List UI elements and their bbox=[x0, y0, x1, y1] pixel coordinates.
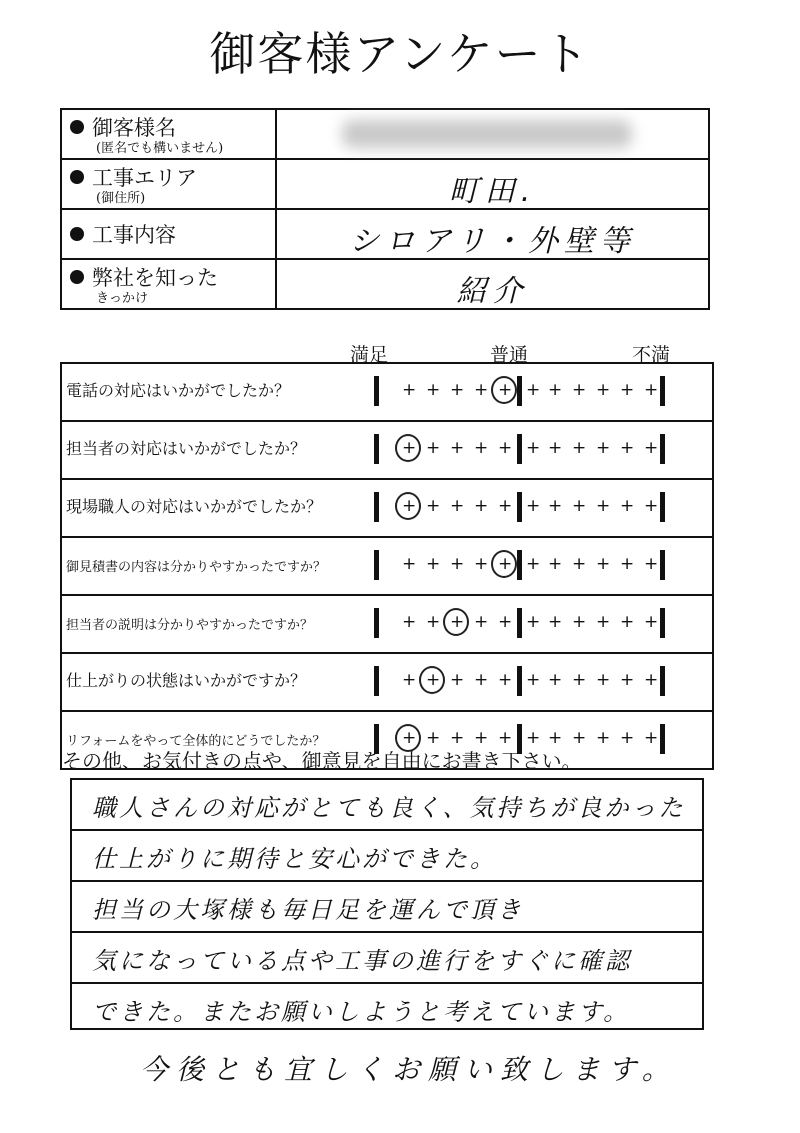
rating-row bbox=[62, 538, 712, 596]
rating-option[interactable]: + bbox=[526, 670, 541, 690]
rating-option[interactable]: + bbox=[474, 612, 489, 632]
rating-option[interactable]: + bbox=[572, 380, 587, 400]
comment-line bbox=[72, 831, 702, 882]
scale-label-neutral: 普通 bbox=[490, 344, 529, 366]
rating-option[interactable]: + bbox=[548, 612, 563, 632]
info-label: 工事内容 bbox=[92, 223, 176, 247]
rating-option[interactable]: + bbox=[426, 380, 441, 400]
rating-option[interactable]: + bbox=[402, 554, 417, 574]
info-label: 工事エリア bbox=[92, 166, 197, 190]
rating-option[interactable]: + bbox=[572, 438, 587, 458]
customer-info-table bbox=[60, 108, 710, 310]
rating-option[interactable]: + bbox=[572, 612, 587, 632]
rating-option[interactable]: + bbox=[644, 496, 659, 516]
comment-line bbox=[72, 780, 702, 831]
closing-message: 今後とも宜しくお願い致します。 bbox=[140, 1053, 678, 1086]
bullet-icon bbox=[70, 170, 84, 184]
rating-option[interactable]: + bbox=[644, 554, 659, 574]
comment-line bbox=[72, 984, 702, 1033]
rating-option[interactable]: + bbox=[620, 380, 635, 400]
rating-option[interactable]: + bbox=[402, 670, 417, 690]
comment-text: 職人さんの対応がとても良く、気持ちが良かった bbox=[92, 794, 686, 822]
scale-label-unsatisfied: 不満 bbox=[632, 344, 671, 366]
redacted-name bbox=[342, 120, 632, 148]
rating-option[interactable]: + bbox=[572, 670, 587, 690]
rating-option[interactable]: + bbox=[596, 438, 611, 458]
selected-circle-icon bbox=[443, 608, 469, 636]
rating-option[interactable]: + bbox=[402, 438, 417, 458]
rating-option[interactable]: + bbox=[572, 496, 587, 516]
rating-option[interactable]: + bbox=[450, 380, 465, 400]
comment-text: 仕上がりに期待と安心ができた。 bbox=[92, 845, 497, 873]
rating-option[interactable]: + bbox=[644, 612, 659, 632]
rating-option[interactable]: + bbox=[620, 670, 635, 690]
rating-option[interactable]: + bbox=[474, 554, 489, 574]
rating-option[interactable]: + bbox=[548, 380, 563, 400]
info-row-area bbox=[61, 159, 709, 209]
rating-option[interactable]: + bbox=[426, 496, 441, 516]
rating-row bbox=[62, 654, 712, 712]
rating-option[interactable]: + bbox=[620, 554, 635, 574]
info-row-source bbox=[61, 259, 709, 309]
scale-bar bbox=[374, 492, 379, 522]
selected-circle-icon bbox=[491, 550, 517, 578]
scale-bar bbox=[517, 492, 522, 522]
rating-option[interactable]: + bbox=[572, 728, 587, 748]
source-value: 紹介 bbox=[456, 274, 529, 309]
rating-option[interactable]: + bbox=[620, 728, 635, 748]
customer-name-field bbox=[276, 109, 709, 159]
scale-bar bbox=[660, 492, 665, 522]
rating-option[interactable]: + bbox=[450, 612, 465, 632]
rating-option[interactable]: + bbox=[548, 728, 563, 748]
comment-text: 担当の大塚様も毎日足を運んで頂き bbox=[92, 896, 524, 924]
scale-bar bbox=[660, 724, 665, 754]
scale-label-satisfied: 満足 bbox=[350, 344, 389, 366]
rating-option[interactable]: + bbox=[474, 380, 489, 400]
page-title: 御客様アンケート bbox=[209, 27, 591, 81]
rating-option[interactable]: + bbox=[450, 670, 465, 690]
rating-option[interactable]: + bbox=[474, 670, 489, 690]
rating-option[interactable]: + bbox=[548, 670, 563, 690]
rating-table bbox=[60, 362, 714, 770]
scale-bar bbox=[517, 608, 522, 638]
comment-line bbox=[72, 882, 702, 933]
rating-option[interactable]: + bbox=[620, 496, 635, 516]
rating-option[interactable]: + bbox=[526, 612, 541, 632]
rating-option[interactable]: + bbox=[644, 728, 659, 748]
scale-bar bbox=[517, 434, 522, 464]
scale-bar bbox=[660, 608, 665, 638]
rating-option[interactable]: + bbox=[474, 728, 489, 748]
rating-option[interactable]: + bbox=[526, 728, 541, 748]
rating-option[interactable]: + bbox=[498, 496, 513, 516]
info-row-work bbox=[61, 209, 709, 259]
scale-bar bbox=[374, 666, 379, 696]
rating-option[interactable]: + bbox=[526, 496, 541, 516]
rating-row bbox=[62, 596, 712, 654]
rating-option[interactable]: + bbox=[426, 438, 441, 458]
question-text: 担当者の対応はいかがでしたか？ bbox=[66, 439, 307, 458]
rating-option[interactable]: + bbox=[498, 380, 513, 400]
scale-bar bbox=[374, 434, 379, 464]
rating-option[interactable]: + bbox=[450, 554, 465, 574]
work-value: シロアリ・外壁等 bbox=[349, 224, 636, 259]
info-label: 御客様名 bbox=[92, 116, 176, 140]
area-value: 町田. bbox=[448, 174, 537, 209]
rating-option[interactable]: + bbox=[426, 554, 441, 574]
rating-row bbox=[62, 480, 712, 538]
rating-option[interactable]: + bbox=[526, 438, 541, 458]
rating-option[interactable]: + bbox=[620, 612, 635, 632]
scale-bar bbox=[374, 550, 379, 580]
question-text: 仕上がりの状態はいかがですか？ bbox=[66, 671, 307, 690]
rating-option[interactable]: + bbox=[402, 728, 417, 748]
rating-option[interactable]: + bbox=[450, 496, 465, 516]
rating-option[interactable]: + bbox=[450, 728, 465, 748]
rating-option[interactable]: + bbox=[596, 612, 611, 632]
rating-row bbox=[62, 422, 712, 480]
scale-bar bbox=[660, 434, 665, 464]
info-sublabel: (御住所) bbox=[96, 191, 146, 206]
rating-option[interactable]: + bbox=[402, 380, 417, 400]
rating-option[interactable]: + bbox=[644, 670, 659, 690]
rating-option[interactable]: + bbox=[596, 670, 611, 690]
question-text: 電話の対応はいかがでしたか？ bbox=[66, 381, 291, 400]
scale-bar bbox=[374, 608, 379, 638]
bullet-icon bbox=[70, 270, 84, 284]
rating-option[interactable]: + bbox=[644, 380, 659, 400]
rating-option[interactable]: + bbox=[548, 554, 563, 574]
info-sublabel: きっかけ bbox=[96, 291, 149, 306]
rating-option[interactable]: + bbox=[402, 612, 417, 632]
selected-circle-icon bbox=[395, 434, 421, 462]
rating-option[interactable]: + bbox=[474, 438, 489, 458]
question-text: 担当者の説明は分かりやすかったですか？ bbox=[66, 618, 314, 633]
rating-option[interactable]: + bbox=[426, 728, 441, 748]
bullet-icon bbox=[70, 120, 84, 134]
free-comment-box bbox=[70, 778, 704, 1030]
rating-option[interactable]: + bbox=[498, 612, 513, 632]
rating-option[interactable]: + bbox=[644, 438, 659, 458]
rating-option[interactable]: + bbox=[526, 380, 541, 400]
selected-circle-icon bbox=[395, 492, 421, 520]
scale-bar bbox=[660, 550, 665, 580]
rating-option[interactable]: + bbox=[572, 554, 587, 574]
rating-option[interactable]: + bbox=[526, 554, 541, 574]
info-row-name bbox=[61, 109, 709, 159]
question-text: 現場職人の対応はいかがでしたか？ bbox=[66, 497, 323, 516]
rating-option[interactable]: + bbox=[498, 554, 513, 574]
scale-bar bbox=[660, 666, 665, 696]
question-text: リフォームをやって全体的にどうでしたか？ bbox=[66, 734, 326, 749]
bullet-icon bbox=[70, 227, 84, 241]
info-sublabel: (匿名でも構いません) bbox=[96, 141, 224, 156]
selected-circle-icon bbox=[491, 376, 517, 404]
rating-row bbox=[62, 364, 712, 422]
selected-circle-icon bbox=[419, 666, 445, 694]
rating-option[interactable]: + bbox=[596, 496, 611, 516]
rating-option[interactable]: + bbox=[426, 670, 441, 690]
comment-text: できた。またお願いしようと考えています。 bbox=[92, 998, 631, 1026]
rating-option[interactable]: + bbox=[450, 438, 465, 458]
rating-option[interactable]: + bbox=[426, 612, 441, 632]
scale-bar bbox=[517, 376, 522, 406]
scale-bar bbox=[374, 376, 379, 406]
comment-text: 気になっている点や工事の進行をすぐに確認 bbox=[92, 947, 632, 975]
rating-option[interactable]: + bbox=[596, 554, 611, 574]
scale-bar bbox=[660, 376, 665, 406]
rating-option[interactable]: + bbox=[596, 728, 611, 748]
info-label: 弊社を知った bbox=[92, 266, 218, 290]
rating-option[interactable]: + bbox=[596, 380, 611, 400]
free-comment-label: その他、お気付きの点や、御意見を自由にお書き下さい。 bbox=[62, 749, 582, 773]
rating-option[interactable]: + bbox=[548, 438, 563, 458]
rating-option[interactable]: + bbox=[620, 438, 635, 458]
question-text: 御見積書の内容は分かりやすかったですか？ bbox=[66, 560, 327, 575]
rating-option[interactable]: + bbox=[474, 496, 489, 516]
rating-option[interactable]: + bbox=[498, 670, 513, 690]
rating-option[interactable]: + bbox=[402, 496, 417, 516]
rating-option[interactable]: + bbox=[498, 438, 513, 458]
rating-option[interactable]: + bbox=[498, 728, 513, 748]
scale-bar bbox=[517, 550, 522, 580]
rating-option[interactable]: + bbox=[548, 496, 563, 516]
scale-bar bbox=[517, 666, 522, 696]
comment-line bbox=[72, 933, 702, 984]
